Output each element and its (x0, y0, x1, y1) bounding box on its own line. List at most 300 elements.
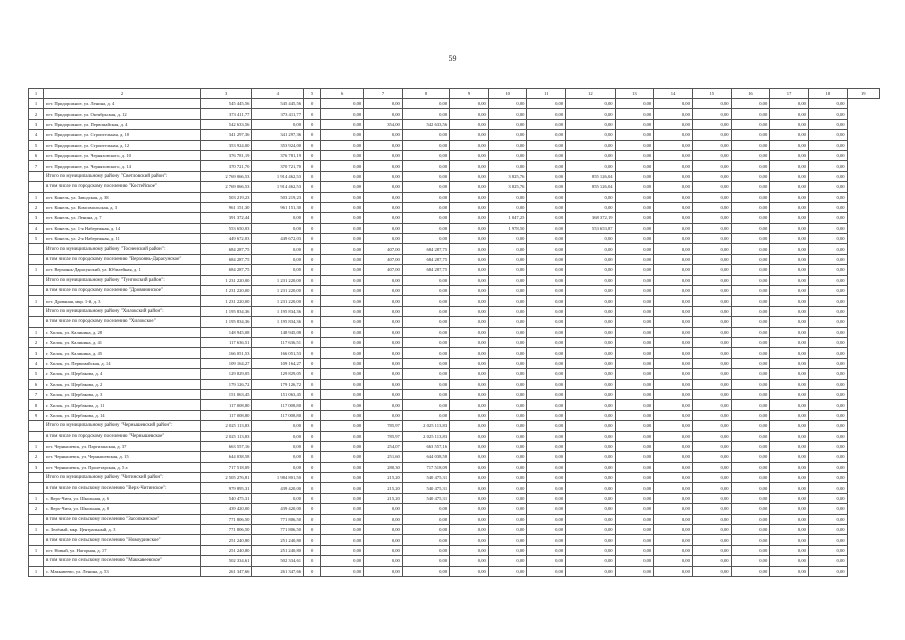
value-cell: 0,00 (450, 306, 489, 316)
value-cell: 0,00 (321, 161, 364, 171)
value-cell: 0,00 (770, 462, 809, 472)
value-cell: 0,00 (692, 296, 731, 306)
value-cell: 0,00 (615, 358, 654, 368)
value-cell: 0,00 (770, 493, 809, 503)
header-cell: 4 (252, 89, 304, 99)
table-row (29, 140, 880, 150)
value-cell: 280,30 (364, 462, 403, 472)
table-total-row (29, 473, 880, 483)
value-cell: 0,00 (402, 545, 449, 555)
value-cell: 0,00 (566, 254, 615, 264)
header-cell: 18 (808, 89, 847, 99)
value-cell: 0,00 (450, 171, 489, 181)
row-number: 9 (29, 410, 44, 420)
value-cell: 0,00 (321, 140, 364, 150)
value-cell: 0 (304, 254, 321, 264)
row-number: 1 (29, 493, 44, 503)
value-cell: 0,00 (252, 223, 304, 233)
value-cell: 0,00 (615, 244, 654, 254)
value-cell: 0,00 (731, 535, 770, 545)
value-cell: 0,00 (488, 275, 527, 285)
value-cell: 0,00 (770, 317, 809, 327)
value-cell: 0,00 (402, 109, 449, 119)
address-cell: пгт. Придорожное, ул. Октябрьская, д. 12 (44, 109, 201, 119)
value-cell: 0,00 (654, 379, 693, 389)
value-cell: 0,00 (692, 400, 731, 410)
value-cell: 0,00 (615, 171, 654, 181)
value-cell: 1 231 220,00 (252, 275, 304, 285)
value-cell: 0,00 (527, 389, 566, 399)
value-cell: 0,00 (527, 535, 566, 545)
value-cell: 148 945,08 (252, 327, 304, 337)
row-number: 4 (29, 358, 44, 368)
value-cell: 542 633,56 (200, 119, 252, 129)
value-cell: 0,00 (692, 99, 731, 109)
value-cell: 0,00 (488, 317, 527, 327)
value-cell: 0,00 (654, 234, 693, 244)
address-cell: Итого по муниципальному району "Читинский район": (44, 473, 201, 483)
value-cell: 0,00 (364, 389, 403, 399)
value-cell: 0,00 (402, 348, 449, 358)
value-cell: 0,00 (364, 192, 403, 202)
value-cell: 0,00 (770, 369, 809, 379)
value-cell: 0,00 (808, 525, 847, 535)
value-cell: 0,00 (692, 535, 731, 545)
value-cell: 0,00 (527, 452, 566, 462)
value-cell: 0,00 (731, 545, 770, 555)
value-cell: 0,00 (615, 441, 654, 451)
value-cell: 0,00 (808, 358, 847, 368)
value-cell: 961 151,30 (200, 202, 252, 212)
value-cell: 0,00 (364, 171, 403, 181)
value-cell: 0,00 (615, 317, 654, 327)
value-cell: 0 (304, 234, 321, 244)
value-cell: 407,00 (364, 244, 403, 254)
value-cell: 129 829,05 (200, 369, 252, 379)
value-cell: 0,00 (566, 317, 615, 327)
value-cell: 961 151,30 (252, 202, 304, 212)
value-cell: 771 806,50 (252, 514, 304, 524)
row-number: 1 (29, 265, 44, 275)
row-number: 2 (29, 109, 44, 119)
value-cell: 0,00 (615, 556, 654, 566)
value-cell: 0,00 (615, 431, 654, 441)
value-cell: 0,00 (488, 327, 527, 337)
value-cell: 0,00 (566, 389, 615, 399)
value-cell: 0,00 (527, 369, 566, 379)
value-cell: 0,00 (731, 462, 770, 472)
value-cell: 785,97 (364, 421, 403, 431)
value-cell: 0,00 (770, 306, 809, 316)
value-cell: 0,00 (808, 535, 847, 545)
address-cell: пгт. Новый, ул. Нагорная, д. 17 (44, 545, 201, 555)
value-cell: 0,00 (488, 400, 527, 410)
table-total-row (29, 182, 880, 192)
row-number (29, 286, 44, 296)
value-cell: 0,00 (566, 296, 615, 306)
table-total-row (29, 306, 880, 316)
value-cell: 0 (304, 525, 321, 535)
value-cell: 0,00 (654, 473, 693, 483)
value-cell: 0,00 (364, 99, 403, 109)
value-cell: 0,00 (731, 514, 770, 524)
value-cell: 0,00 (770, 223, 809, 233)
value-cell: 0 (304, 265, 321, 275)
value-cell: 0,00 (566, 431, 615, 441)
value-cell: 540 475,31 (402, 493, 449, 503)
value-cell: 0,00 (364, 234, 403, 244)
value-cell: 663 557,16 (200, 441, 252, 451)
value-cell: 449 672,03 (200, 234, 252, 244)
value-cell: 0,00 (402, 556, 449, 566)
value-cell: 0,00 (364, 410, 403, 420)
value-cell: 0,00 (654, 99, 693, 109)
value-cell: 717 518,09 (402, 462, 449, 472)
value-cell: 0,00 (731, 234, 770, 244)
value-cell: 0,00 (692, 317, 731, 327)
value-cell: 117 008,80 (252, 410, 304, 420)
value-cell: 0,00 (692, 150, 731, 160)
value-cell: 0,00 (527, 192, 566, 202)
value-cell: 0,00 (566, 140, 615, 150)
value-cell: 0,00 (527, 109, 566, 119)
value-cell: 0,00 (402, 182, 449, 192)
table-row (29, 462, 880, 472)
value-cell: 0,00 (450, 441, 489, 451)
value-cell: 0,00 (402, 317, 449, 327)
value-cell: 0,00 (566, 286, 615, 296)
value-cell: 0,00 (488, 473, 527, 483)
table-row (29, 265, 880, 275)
value-cell: 0,00 (770, 535, 809, 545)
value-cell: 0,00 (488, 410, 527, 420)
value-cell: 0,00 (731, 504, 770, 514)
value-cell: 0,00 (527, 202, 566, 212)
value-cell: 0,00 (321, 337, 364, 347)
value-cell: 0,00 (566, 109, 615, 119)
value-cell: 0,00 (566, 202, 615, 212)
row-number: 7 (29, 161, 44, 171)
value-cell: 0,00 (808, 441, 847, 451)
value-cell: 449 672,03 (252, 234, 304, 244)
row-number (29, 254, 44, 264)
value-cell: 0,00 (321, 473, 364, 483)
value-cell: 0,00 (321, 182, 364, 192)
value-cell: 0,00 (615, 337, 654, 347)
header-cell: 2 (44, 89, 201, 99)
value-cell: 0,00 (364, 337, 403, 347)
value-cell: 0,00 (402, 358, 449, 368)
value-cell: 166 051,53 (200, 348, 252, 358)
value-cell: 0,00 (731, 223, 770, 233)
value-cell: 0,00 (770, 150, 809, 160)
value-cell: 0,00 (450, 525, 489, 535)
value-cell: 0,00 (566, 161, 615, 171)
header-cell: 11 (527, 89, 566, 99)
value-cell: 0,00 (654, 493, 693, 503)
value-cell: 0,00 (450, 161, 489, 171)
value-cell: 0,00 (808, 161, 847, 171)
value-cell: 0 (304, 556, 321, 566)
value-cell: 0,00 (731, 213, 770, 223)
row-number: 1 (29, 441, 44, 451)
value-cell: 0 (304, 244, 321, 254)
value-cell: 0,00 (808, 514, 847, 524)
value-cell: 0,00 (731, 493, 770, 503)
address-cell: пгт. Кинель, ул. 2-я Набережная, д. 11 (44, 234, 201, 244)
value-cell: 0,00 (808, 400, 847, 410)
value-cell: 0,00 (692, 202, 731, 212)
value-cell: 0,00 (654, 192, 693, 202)
address-cell: с. Верх-Чита, ул. Школьная, д. 6 (44, 493, 201, 503)
value-cell: 0,00 (770, 337, 809, 347)
value-cell: 0,00 (808, 379, 847, 389)
value-cell: 0,00 (654, 254, 693, 264)
value-cell: 251 240,80 (200, 545, 252, 555)
value-cell: 0,00 (731, 161, 770, 171)
header-cell: 19 (847, 89, 879, 99)
value-cell: 0,00 (770, 514, 809, 524)
value-cell: 215,20 (364, 493, 403, 503)
value-cell: 0,00 (566, 99, 615, 109)
value-cell: 0,00 (402, 140, 449, 150)
value-cell: 0,00 (527, 493, 566, 503)
value-cell: 0,00 (566, 441, 615, 451)
value-cell: 0,00 (731, 556, 770, 566)
value-cell: 771 806,50 (200, 514, 252, 524)
value-cell: 0,00 (692, 254, 731, 264)
value-cell: 0,00 (488, 441, 527, 451)
value-cell: 0,00 (527, 182, 566, 192)
table-row (29, 441, 880, 451)
value-cell: 0,00 (654, 483, 693, 493)
value-cell: 0,00 (527, 525, 566, 535)
value-cell: 0,00 (402, 306, 449, 316)
value-cell: 0 (304, 348, 321, 358)
value-cell: 0,00 (615, 462, 654, 472)
value-cell: 0,00 (692, 441, 731, 451)
address-cell: Итого по муниципальному району "Светловский район": (44, 171, 201, 181)
value-cell: 684 287,75 (200, 244, 252, 254)
value-cell: 0,00 (527, 504, 566, 514)
value-cell: 684 287,75 (402, 254, 449, 264)
value-cell: 0,00 (654, 369, 693, 379)
value-cell: 0,00 (527, 379, 566, 389)
value-cell: 0,00 (731, 130, 770, 140)
value-cell: 0,00 (692, 452, 731, 462)
value-cell: 0,00 (402, 525, 449, 535)
value-cell: 0,00 (364, 150, 403, 160)
address-cell: п. Зелёный, мкр. Центральный, д. 3 (44, 525, 201, 535)
value-cell: 0,00 (692, 234, 731, 244)
value-cell: 0,00 (808, 545, 847, 555)
value-cell: 0 (304, 171, 321, 181)
value-cell: 0,00 (808, 421, 847, 431)
value-cell: 251 240,80 (200, 535, 252, 545)
value-cell: 0,00 (654, 317, 693, 327)
table-row (29, 296, 880, 306)
value-cell: 0,00 (654, 514, 693, 524)
value-cell: 0,00 (770, 545, 809, 555)
value-cell: 0,00 (731, 140, 770, 150)
value-cell: 0,00 (654, 400, 693, 410)
address-cell: в том числе по городскому поселению "Хилокское" (44, 317, 201, 327)
value-cell: 0,00 (615, 525, 654, 535)
value-cell: 0,00 (615, 483, 654, 493)
value-cell: 0,00 (654, 119, 693, 129)
value-cell: 0,00 (364, 140, 403, 150)
value-cell: 0,00 (654, 275, 693, 285)
value-cell: 0,00 (770, 109, 809, 119)
value-cell: 0,00 (321, 223, 364, 233)
value-cell: 0,00 (527, 254, 566, 264)
table-row (29, 358, 880, 368)
address-cell: г. Хилок, ул. Щербакова, д. 11 (44, 400, 201, 410)
value-cell: 771 806,50 (252, 525, 304, 535)
value-cell: 370 721,70 (252, 161, 304, 171)
value-cell: 0,00 (654, 223, 693, 233)
value-cell: 540 475,31 (200, 493, 252, 503)
value-cell: 0,00 (450, 234, 489, 244)
value-cell: 0,00 (488, 337, 527, 347)
value-cell: 0,00 (321, 400, 364, 410)
address-cell: г. Хилок, ул. Щербакова, д. 4 (44, 369, 201, 379)
value-cell: 0,00 (770, 202, 809, 212)
value-cell: 0,00 (321, 379, 364, 389)
value-cell: 0,00 (364, 223, 403, 233)
value-cell: 0,00 (731, 99, 770, 109)
value-cell: 0,00 (808, 130, 847, 140)
header-cell: 13 (615, 89, 654, 99)
value-cell: 0,00 (402, 535, 449, 545)
table-row (29, 327, 880, 337)
value-cell: 0,00 (364, 161, 403, 171)
value-cell: 1 047,25 (488, 213, 527, 223)
address-cell: пгт. Придорожное, ул. Строительная, д. 12 (44, 140, 201, 150)
value-cell: 0,00 (770, 275, 809, 285)
value-cell: 0,00 (566, 504, 615, 514)
value-cell: 0,00 (527, 244, 566, 254)
value-cell: 0,00 (364, 545, 403, 555)
value-cell: 0,00 (692, 514, 731, 524)
table-total-row (29, 244, 880, 254)
value-cell: 353 924,00 (200, 140, 252, 150)
value-cell: 0,00 (808, 504, 847, 514)
value-cell: 0,00 (808, 431, 847, 441)
row-number: 3 (29, 348, 44, 358)
value-cell: 0,00 (615, 140, 654, 150)
value-cell: 0,00 (566, 556, 615, 566)
table-total-row (29, 171, 880, 181)
address-cell: в том числе по сельскому поселению "Маккавеевское" (44, 556, 201, 566)
value-cell: 0,00 (731, 410, 770, 420)
value-cell: 0,00 (770, 171, 809, 181)
value-cell: 0,00 (731, 358, 770, 368)
value-cell: 0,00 (692, 223, 731, 233)
value-cell: 0,00 (450, 265, 489, 275)
value-cell: 0,00 (450, 389, 489, 399)
value-cell: 0,00 (527, 462, 566, 472)
value-cell: 0,00 (566, 192, 615, 202)
value-cell: 0,00 (770, 556, 809, 566)
value-cell: 0,00 (527, 140, 566, 150)
value-cell: 439 420,00 (252, 504, 304, 514)
value-cell: 0 (304, 431, 321, 441)
value-cell: 0,00 (364, 327, 403, 337)
value-cell: 0,00 (615, 99, 654, 109)
value-cell: 0,00 (364, 514, 403, 524)
value-cell: 0,00 (402, 514, 449, 524)
value-cell: 0,00 (615, 389, 654, 399)
value-cell: 0,00 (450, 556, 489, 566)
value-cell: 0,00 (321, 99, 364, 109)
value-cell: 0,00 (770, 213, 809, 223)
address-cell: Итого по муниципальному району "Тосненский район": (44, 244, 201, 254)
value-cell: 0,00 (450, 286, 489, 296)
value-cell: 0,00 (527, 130, 566, 140)
value-cell: 0,00 (731, 400, 770, 410)
value-cell: 0,00 (321, 431, 364, 441)
value-cell: 0,00 (321, 566, 364, 576)
value-cell: 0,00 (364, 379, 403, 389)
value-cell: 0,00 (488, 452, 527, 462)
value-cell: 0,00 (450, 296, 489, 306)
value-cell: 0,00 (321, 296, 364, 306)
address-cell: г. Хилок, ул. Щербакова, д. 3 (44, 389, 201, 399)
value-cell: 1 195 834,36 (200, 306, 252, 316)
value-cell: 0,00 (770, 99, 809, 109)
table-row (29, 202, 880, 212)
value-cell: 0,00 (252, 265, 304, 275)
value-cell: 109 164,27 (252, 358, 304, 368)
value-cell: 251,60 (364, 452, 403, 462)
value-cell: 0,00 (615, 254, 654, 264)
table-row (29, 389, 880, 399)
value-cell: 0,00 (731, 192, 770, 202)
value-cell: 0,00 (527, 473, 566, 483)
value-cell: 0,00 (364, 182, 403, 192)
value-cell: 0,00 (770, 265, 809, 275)
value-cell: 0,00 (364, 296, 403, 306)
value-cell: 0,00 (566, 327, 615, 337)
value-cell: 0,00 (615, 109, 654, 119)
value-cell: 0,00 (527, 223, 566, 233)
value-cell: 0,00 (615, 514, 654, 524)
row-number (29, 317, 44, 327)
value-cell: 0,00 (566, 369, 615, 379)
value-cell: 0,00 (654, 431, 693, 441)
address-cell: пгт. Кинель, ул. Заводская, д. 38 (44, 192, 201, 202)
address-cell: пгт. Придорожное, ул. Черняховского, д. 10 (44, 150, 201, 160)
value-cell: 0,00 (402, 202, 449, 212)
value-cell: 0,00 (770, 358, 809, 368)
value-cell: 0,00 (488, 545, 527, 555)
table-row (29, 119, 880, 129)
value-cell: 0,00 (450, 493, 489, 503)
value-cell: 0,00 (770, 431, 809, 441)
address-cell: г. Хилок, ул. Щербакова, д. 2 (44, 379, 201, 389)
value-cell: 0,00 (321, 265, 364, 275)
value-cell: 0,00 (402, 286, 449, 296)
row-number: 5 (29, 234, 44, 244)
value-cell: 0,00 (731, 337, 770, 347)
value-cell: 0,00 (808, 254, 847, 264)
value-cell: 0,00 (321, 317, 364, 327)
value-cell: 0,00 (731, 171, 770, 181)
value-cell: 0 (304, 400, 321, 410)
value-cell: 0,00 (770, 130, 809, 140)
row-number: 2 (29, 504, 44, 514)
